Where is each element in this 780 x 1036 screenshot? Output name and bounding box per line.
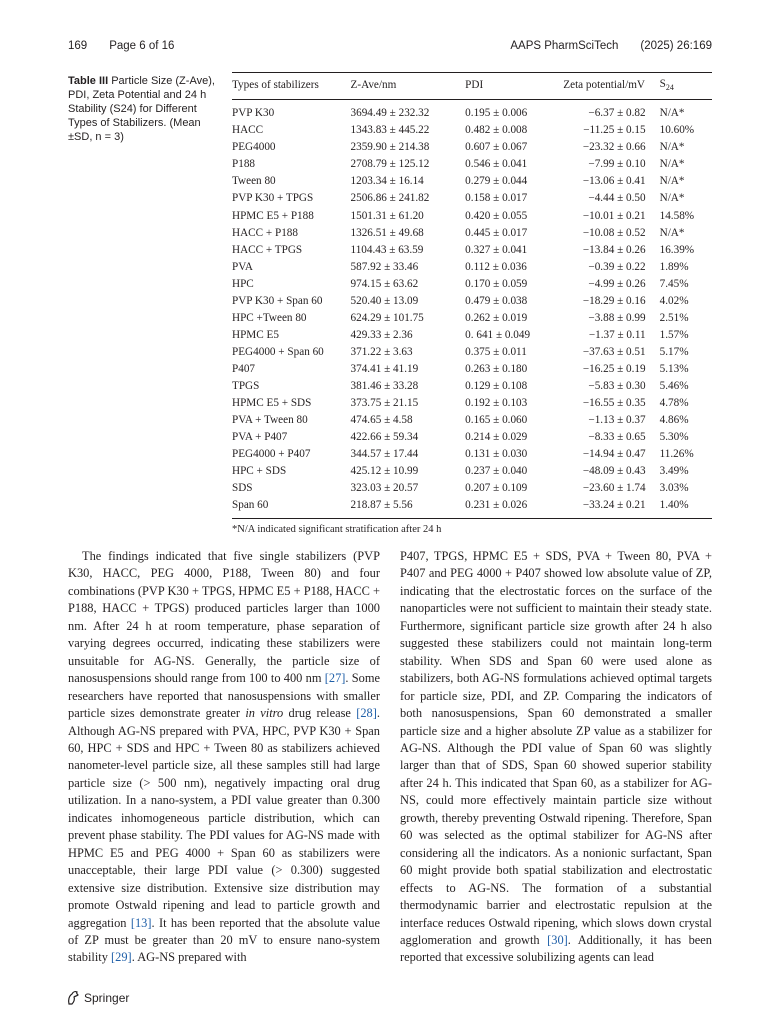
page-number: 169 [68,40,88,52]
table-cell: HPC + SDS [232,465,287,478]
table-cell: PVA + Tween 80 [232,414,308,427]
table-row [232,293,712,310]
table-cell: 218.87 ± 5.56 [351,497,466,519]
table-cell: −13.06 ± 0.41 [582,175,646,188]
table-cell: 5.13% [659,362,689,375]
table-cell: 10.60% [659,124,695,137]
body-text: P407, TPGS, HPMC E5 + SDS, PVA + Tween 80, PVA + P407 and PEG 4000 + P407 showed low absolute value of ZP, indicating that the electrostatic forces on the surface of the nanoparticles were not sufficient to maintain their steady state. Furthermore, significant particle size growth after 24 h also suggested these stabilizers could not maintain long-term stability. When SDS and Span 60 were used alone as stabilizers, both AG-NS formulations achieved optimal targets for particle size, PDI, and ZP. Comparing the indicators of both nanosuspensions, Span 60 demonstrated a smaller particle size and a higher absolute ZP value as a stabilizer for AG-NS. Although the PDI value of Span 60 was slightly larger than that of SDS, Span 60 showed superior stability after 24 h. This indicated that Span 60, as a stabilizer for AG-NS, could more effectively maintain particle size without growth, thereby preventing Ostwald ripening. Therefore, Span 60 was selected as the optimal stabilizer for AG-NS after considering all the indicators. As a nonionic surfactant, Span 60 might provide both spatial stabilization and electrostatic effects to AG-NS. The formation of a substantial thermodynamic barrier and electrostatic repulsion at the interface reduces Ostwald ripening, which slows down crystal agglomeration and growth [400,549,712,947]
table-cell: −48.09 ± 0.43 [582,465,646,478]
table-cell: −11.25 ± 0.15 [583,124,646,137]
table-cell: 1343.83 ± 445.22 [350,124,430,137]
table-cell: 0.195 ± 0.006 [465,107,528,120]
table-row [232,361,712,378]
table-cell: PVP K30 + Span 60 [232,294,323,307]
table-cell: SDS [232,482,253,495]
table-cell: −6.37 ± 0.82 [588,107,646,120]
stabilizer-table-container [232,72,712,535]
table-cell: 16.39% [659,243,695,256]
table-cell: PEG4000 [232,141,276,154]
table-cell: 1501.31 ± 61.20 [350,209,424,222]
table-cell: 974.15 ± 63.62 [350,277,419,290]
table-cell: 7.45% [659,277,689,290]
table-cell: 587.92 ± 33.46 [350,260,419,273]
table-cell: −23.32 ± 0.66 [582,141,646,154]
table-cell: 2708.79 ± 125.12 [350,158,430,171]
citation-link[interactable]: [27] [324,671,346,686]
table-row [232,122,712,139]
column-header-3: PDI [465,73,539,100]
table-cell: 1326.51 ± 49.68 [350,226,424,239]
table-cell: 0.445 ± 0.017 [465,226,528,239]
paragraph-right [400,548,712,967]
table-cell: HACC + TPGS [232,243,303,256]
table-cell: P407 [232,362,256,375]
table-cell: N/A* [659,192,685,205]
publisher-footer [66,990,129,1006]
table-row [232,378,712,395]
table-cell: −13.84 ± 0.26 [582,243,646,256]
table-cell: 0.279 ± 0.044 [465,175,528,188]
table-cell: −10.08 ± 0.52 [582,226,646,239]
table-cell: HPC [232,277,254,290]
table-row [232,208,712,225]
journal-name: AAPS PharmSciTech [510,40,619,52]
table-cell: 0.482 ± 0.008 [465,124,528,137]
table-body [232,100,712,519]
table-row [232,412,712,429]
table-cell: Tween 80 [232,175,276,188]
table-cell: N/A* [659,107,685,120]
publisher-name: Springer [84,991,130,1005]
body-text: . It has been reported that the absolute value of ZP must be greater than 20 mV to ensure nano-system stability [68,915,380,965]
table-cell: 0.479 ± 0.038 [465,294,528,307]
table-cell: −8.33 ± 0.65 [588,431,646,444]
table-cell: 0.420 ± 0.055 [465,209,528,222]
table-row [232,395,712,412]
table-row [232,259,712,276]
table-cell: 0.165 ± 0.060 [465,414,528,427]
table-cell: 0.214 ± 0.029 [465,431,528,444]
table-cell: PVA + P407 [232,431,288,444]
citation-link[interactable]: [30] [547,932,568,947]
table-cell: HPC +Tween 80 [232,311,307,324]
table-cell: 5.30% [659,431,689,444]
table-cell: 624.29 ± 101.75 [350,311,424,324]
table-row [232,327,712,344]
table-cell: 0.192 ± 0.103 [465,397,528,410]
table-row [232,463,712,480]
stabilizer-table [232,72,712,519]
table-cell: N/A* [659,158,685,171]
body-text: drug release [283,706,357,721]
citation-link[interactable]: [13] [130,915,152,930]
table-cell: −23.60 ± 1.74 [582,482,646,495]
table-cell: 0.112 ± 0.036 [465,260,527,273]
body-text: . Additionally, it has been reported that excessive solubilizing agents can lead [400,932,712,965]
column-header-5: $S_{24}$ [660,73,712,100]
table-cell: 3.49% [659,465,689,478]
table-cell: −16.55 ± 0.35 [582,397,646,410]
table-cell: −7.99 ± 0.10 [588,158,646,171]
body-text: The findings indicated that five single stabilizers (PVP K30, HACC, PEG 4000, P188, Tween 80) and four combinations (PVP K30 + TPGS, HPMC E5 + P188, HACC + P188, HACC + TPGS) produced particles larger than 1000 nm. After 24 h at room temperature, phase separation of varying degrees occurred, indicating these stabilizers were unsuitable for AG-NS. Generally, the particle size of nanosuspensions should range from 100 to 400 nm [68,549,380,686]
column-header-1: Types of stabilizers [232,73,351,100]
citation-link[interactable]: [28] [356,706,377,721]
table-cell: PVA [232,260,253,273]
table-cell: 1.40% [660,497,712,519]
table-cell: −37.63 ± 0.51 [582,345,646,358]
table-cell: −4.44 ± 0.50 [588,192,646,205]
table-cell: 374.41 ± 41.19 [350,362,419,375]
table-row [232,344,712,361]
running-header [68,40,712,56]
table-cell: N/A* [659,226,685,239]
table-cell: −14.94 ± 0.47 [582,448,646,461]
column-header-4: Zeta potential/mV [539,73,659,100]
table-row [232,173,712,190]
table-cell: −1.37 ± 0.11 [588,328,646,341]
body-column-right [400,548,712,967]
table-cell: 520.40 ± 13.09 [350,294,419,307]
table-cell: HPMC E5 + P188 [232,209,314,222]
body-text: . Although AG-NS prepared with PVA, HPC, PVP K30 + Span 60, HPC + SDS and HPC + Tween 80 as stabilizers achieved nanometer-level particle size, all these samples still had large particle size (> 500 nm), negatively impacting oral drug utilization. In a nano-system, a PDI value greater than 0.300 indicates inhomogeneous particle distribution, which can prevent phase stability. The PDI values for AG-NS made with HPMC E5 and PEG 4000 + Span 60 as stabilizers were unacceptable, their large PDI value (> 0.300) suggested extensive size distribution. Extensive size distribution may promote Ostwald ripening and lead to particle growth and aggregation [68,706,380,930]
table-cell: 0.327 ± 0.041 [465,243,528,256]
table-header-row [232,73,712,100]
table-cell: 0.237 ± 0.040 [465,465,528,478]
table-row [232,497,712,519]
table-cell: 5.17% [659,345,689,358]
table-cell: 429.33 ± 2.36 [350,328,413,341]
table-cell: 0.131 ± 0.030 [465,448,528,461]
table-footnote: *N/A indicated significant stratification after 24 h [232,524,442,536]
citation-link[interactable]: [29] [111,950,132,965]
table-row [232,480,712,497]
table-cell: PVP K30 + TPGS [232,192,314,205]
table-cell: 344.57 ± 17.44 [350,448,419,461]
table-cell: 0.207 ± 0.109 [465,482,528,495]
table-cell: 371.22 ± 3.63 [350,345,413,358]
table-cell: N/A* [659,175,685,188]
table-caption-text: Particle Size (Z-Ave), PDI, Zeta Potential and 24 h Stability (S24) for Different Types of Stabilizers. (Mean ±SD, n = 3) [68,75,215,143]
table-row [232,310,712,327]
table-row [232,242,712,259]
table-cell: HACC [232,124,264,137]
table-label: Table III [68,75,109,87]
table-cell: 2506.86 ± 241.82 [350,192,430,205]
table-cell: 0.263 ± 0.180 [465,362,528,375]
table-cell: −18.29 ± 0.16 [582,294,646,307]
table-cell: 14.58% [659,209,695,222]
table-cell: TPGS [232,379,260,392]
table-row [232,446,712,463]
table-cell: PEG4000 + Span 60 [232,345,324,358]
table-cell: 2.51% [659,311,689,324]
table-cell: 11.26% [659,448,694,461]
table-cell: −10.01 ± 0.21 [582,209,646,222]
table-cell: −0.39 ± 0.22 [588,260,646,273]
table-row [232,190,712,207]
table-row [232,429,712,446]
column-header-2: Z-Ave/nm [351,73,466,100]
springer-horse-icon [66,990,80,1006]
table-cell: 4.02% [659,294,689,307]
italic-text: in vitro [245,706,284,721]
table-row [232,276,712,293]
table-cell: −3.88 ± 0.99 [588,311,646,324]
table-cell: 0.375 ± 0.011 [465,345,527,358]
table-row [232,225,712,242]
table-cell: 0.231 ± 0.026 [465,497,539,519]
table-cell: 0.546 ± 0.041 [465,158,528,171]
table-cell: PEG4000 + P407 [232,448,311,461]
body-text: . AG-NS prepared with [131,950,247,965]
table-cell: −5.83 ± 0.30 [588,379,646,392]
table-cell: 3694.49 ± 232.32 [350,107,430,120]
paragraph-left [68,548,380,967]
table-cell: −33.24 ± 0.21 [539,497,659,519]
table-cell: 1.57% [659,328,689,341]
table-cell: 373.75 ± 21.15 [350,397,419,410]
table-cell: 0.129 ± 0.108 [465,379,528,392]
table-row [232,139,712,156]
table-cell: 323.03 ± 20.57 [350,482,419,495]
table-cell: P188 [232,158,256,171]
table-cell: 0.262 ± 0.019 [465,311,528,324]
table-cell: 1.89% [659,260,689,273]
table-cell: 2359.90 ± 214.38 [350,141,430,154]
body-text: . Some researchers have reported that nanosuspensions with smaller particle sizes demonstrate greater [68,671,380,721]
table-cell: 425.12 ± 10.99 [350,465,419,478]
article-citation: (2025) 26:169 [640,40,712,52]
table-cell: Span 60 [232,497,351,519]
table-cell: 0.158 ± 0.017 [465,192,528,205]
table-cell: 0.607 ± 0.067 [465,141,528,154]
table-cell: −4.99 ± 0.26 [588,277,646,290]
table-cell: 5.46% [659,379,689,392]
body-column-left [68,548,380,967]
table-cell: 0.170 ± 0.059 [465,277,528,290]
table-cell: HPMC E5 [232,328,279,341]
table-row [232,156,712,173]
table-cell: 381.46 ± 33.28 [350,379,419,392]
table-caption [68,74,226,144]
table-cell: 474.65 ± 4.58 [350,414,413,427]
page-label: Page 6 of 16 [109,40,175,52]
table-cell: 1104.43 ± 63.59 [350,243,424,256]
table-cell: HACC + P188 [232,226,298,239]
table-cell: 0. 641 ± 0.049 [465,328,531,341]
table-cell: HPMC E5 + SDS [232,397,312,410]
table-cell: 422.66 ± 59.34 [350,431,419,444]
table-cell: 3.03% [659,482,689,495]
table-cell: PVP K30 [232,107,275,120]
table-cell: −16.25 ± 0.19 [582,362,646,375]
table-cell: −1.13 ± 0.37 [588,414,646,427]
table-cell: 4.78% [659,397,689,410]
table-row [232,100,712,123]
table-cell: N/A* [659,141,685,154]
table-cell: 4.86% [659,414,689,427]
table-cell: 1203.34 ± 16.14 [350,175,424,188]
